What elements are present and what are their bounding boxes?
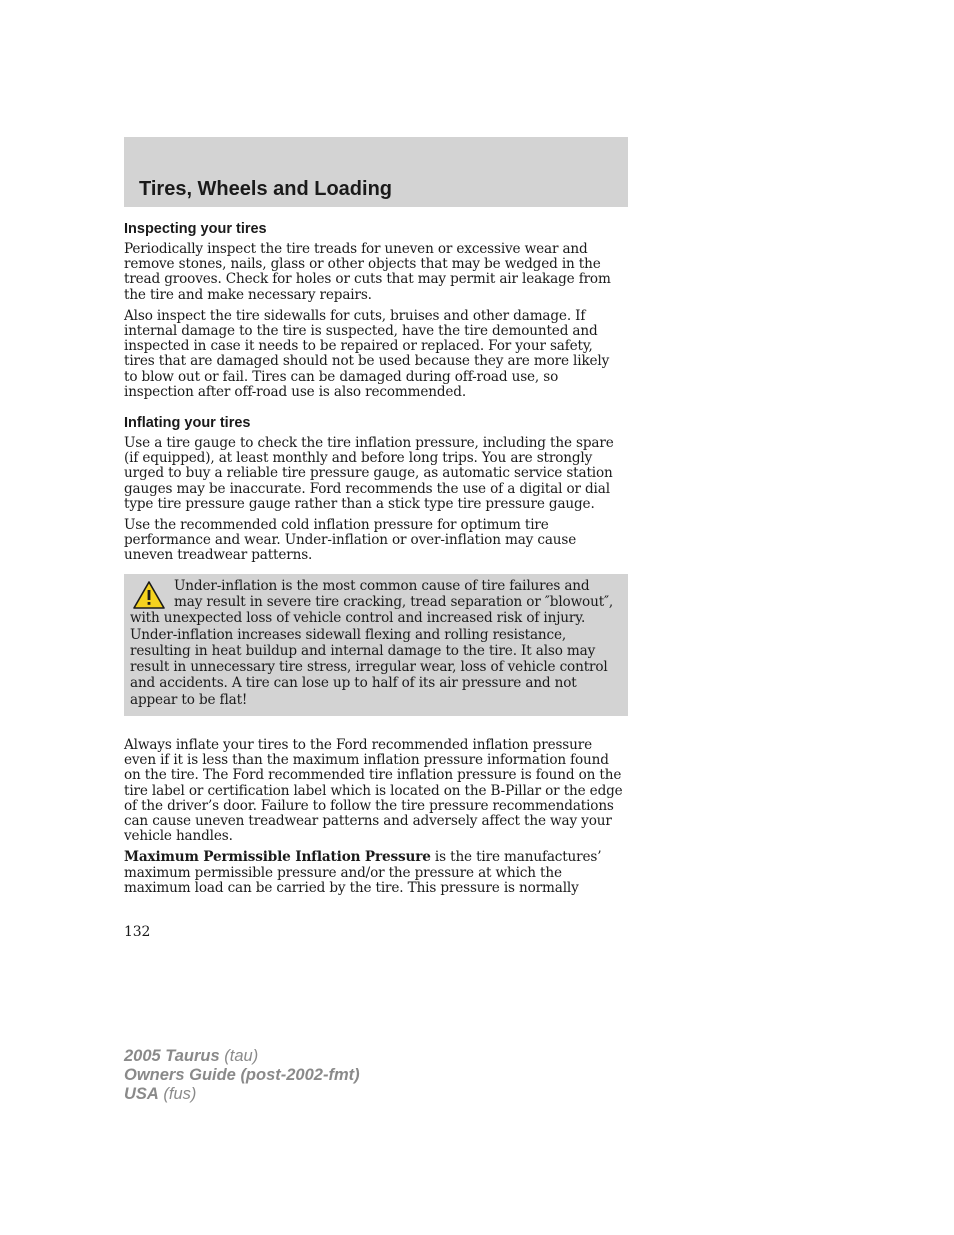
warning-box — [124, 574, 628, 716]
term-max-pressure: Maximum Permissible Inflation Pressure — [124, 849, 431, 866]
section-header-band — [124, 137, 628, 207]
page-content — [124, 220, 624, 902]
paragraph: Also inspect the tire sidewalls for cuts, bruises and other damage. If internal damage to the tire is suspected, have the tire demounted and inspected in case it needs to be repaired or replaced. For your safety, tires that are damaged should not be used because they are more likely to blow out or fail. Tires can be damaged during off-road use, so inspection after off-road use is also recommended. — [124, 307, 610, 400]
paragraph: Periodically inspect the tire treads for uneven or excessive wear and remove stones, nails, glass or other objects that may be wedged in the tread grooves. Check for holes or cuts that may permit air leakage from the tire and make necessary repairs. — [124, 241, 611, 303]
heading-inspecting-tires: Inspecting your tires — [124, 221, 267, 237]
footer-line-region: USA (fus) — [124, 1085, 197, 1103]
paragraph: Use the recommended cold inflation pressure for optimum tire performance and wear. Under-inflation or over-inflation may cause uneven treadwear patterns. — [124, 517, 577, 564]
paragraph: Use a tire gauge to check the tire inflation pressure, including the spare (if equipped), at least monthly and before long trips. You are strongly urged to buy a reliable tire pressure gauge, as automatic service station gauges may be inaccurate. Ford recommends the use of a digital or dial type tire pressure gauge rather than a stick type tire pressure gauge. — [124, 435, 614, 512]
footer-line-guide: Owners Guide (post-2002-fmt) — [124, 1066, 360, 1084]
document-footer — [124, 1047, 360, 1104]
warning-text: Under-inflation is the most common cause of tire failures and may result in severe tire cracking, tread separation or ″blowout″, with unexpected loss of vehicle control and increased risk of injury. Under-inflation increases sidewall flexing and rolling resistance, resulting in heat buildup and internal damage to the tire. It also may result in unnecessary tire stress, irregular wear, loss of vehicle control and accidents. A tire can lose up to half of its air pressure and not appear to be flat! — [130, 577, 614, 708]
footer-line-model: 2005 Taurus (tau) — [124, 1047, 259, 1065]
warning-triangle-icon — [132, 580, 166, 610]
paragraph: Always inflate your tires to the Ford recommended inflation pressure even if it is less than the maximum inflation pressure information found on the tire. The Ford recommended tire inflation pressure is found on the tire label or certification label which is located on the B-Pillar or the edge of the driver’s door. Failure to follow the tire pressure recommendations can cause uneven treadwear patterns and adversely affect the way your vehicle handles. — [124, 737, 623, 845]
term-description: is the tire manufactures’ maximum permissible pressure and/or the pressure at which the maximum load can be carried by the tire. This pressure is normally — [124, 849, 602, 896]
heading-inflating-tires: Inflating your tires — [124, 415, 251, 432]
page-number: 132 — [124, 924, 151, 940]
paragraph-max-pressure — [124, 850, 624, 896]
section-title: Tires, Wheels and Loading — [139, 178, 393, 200]
